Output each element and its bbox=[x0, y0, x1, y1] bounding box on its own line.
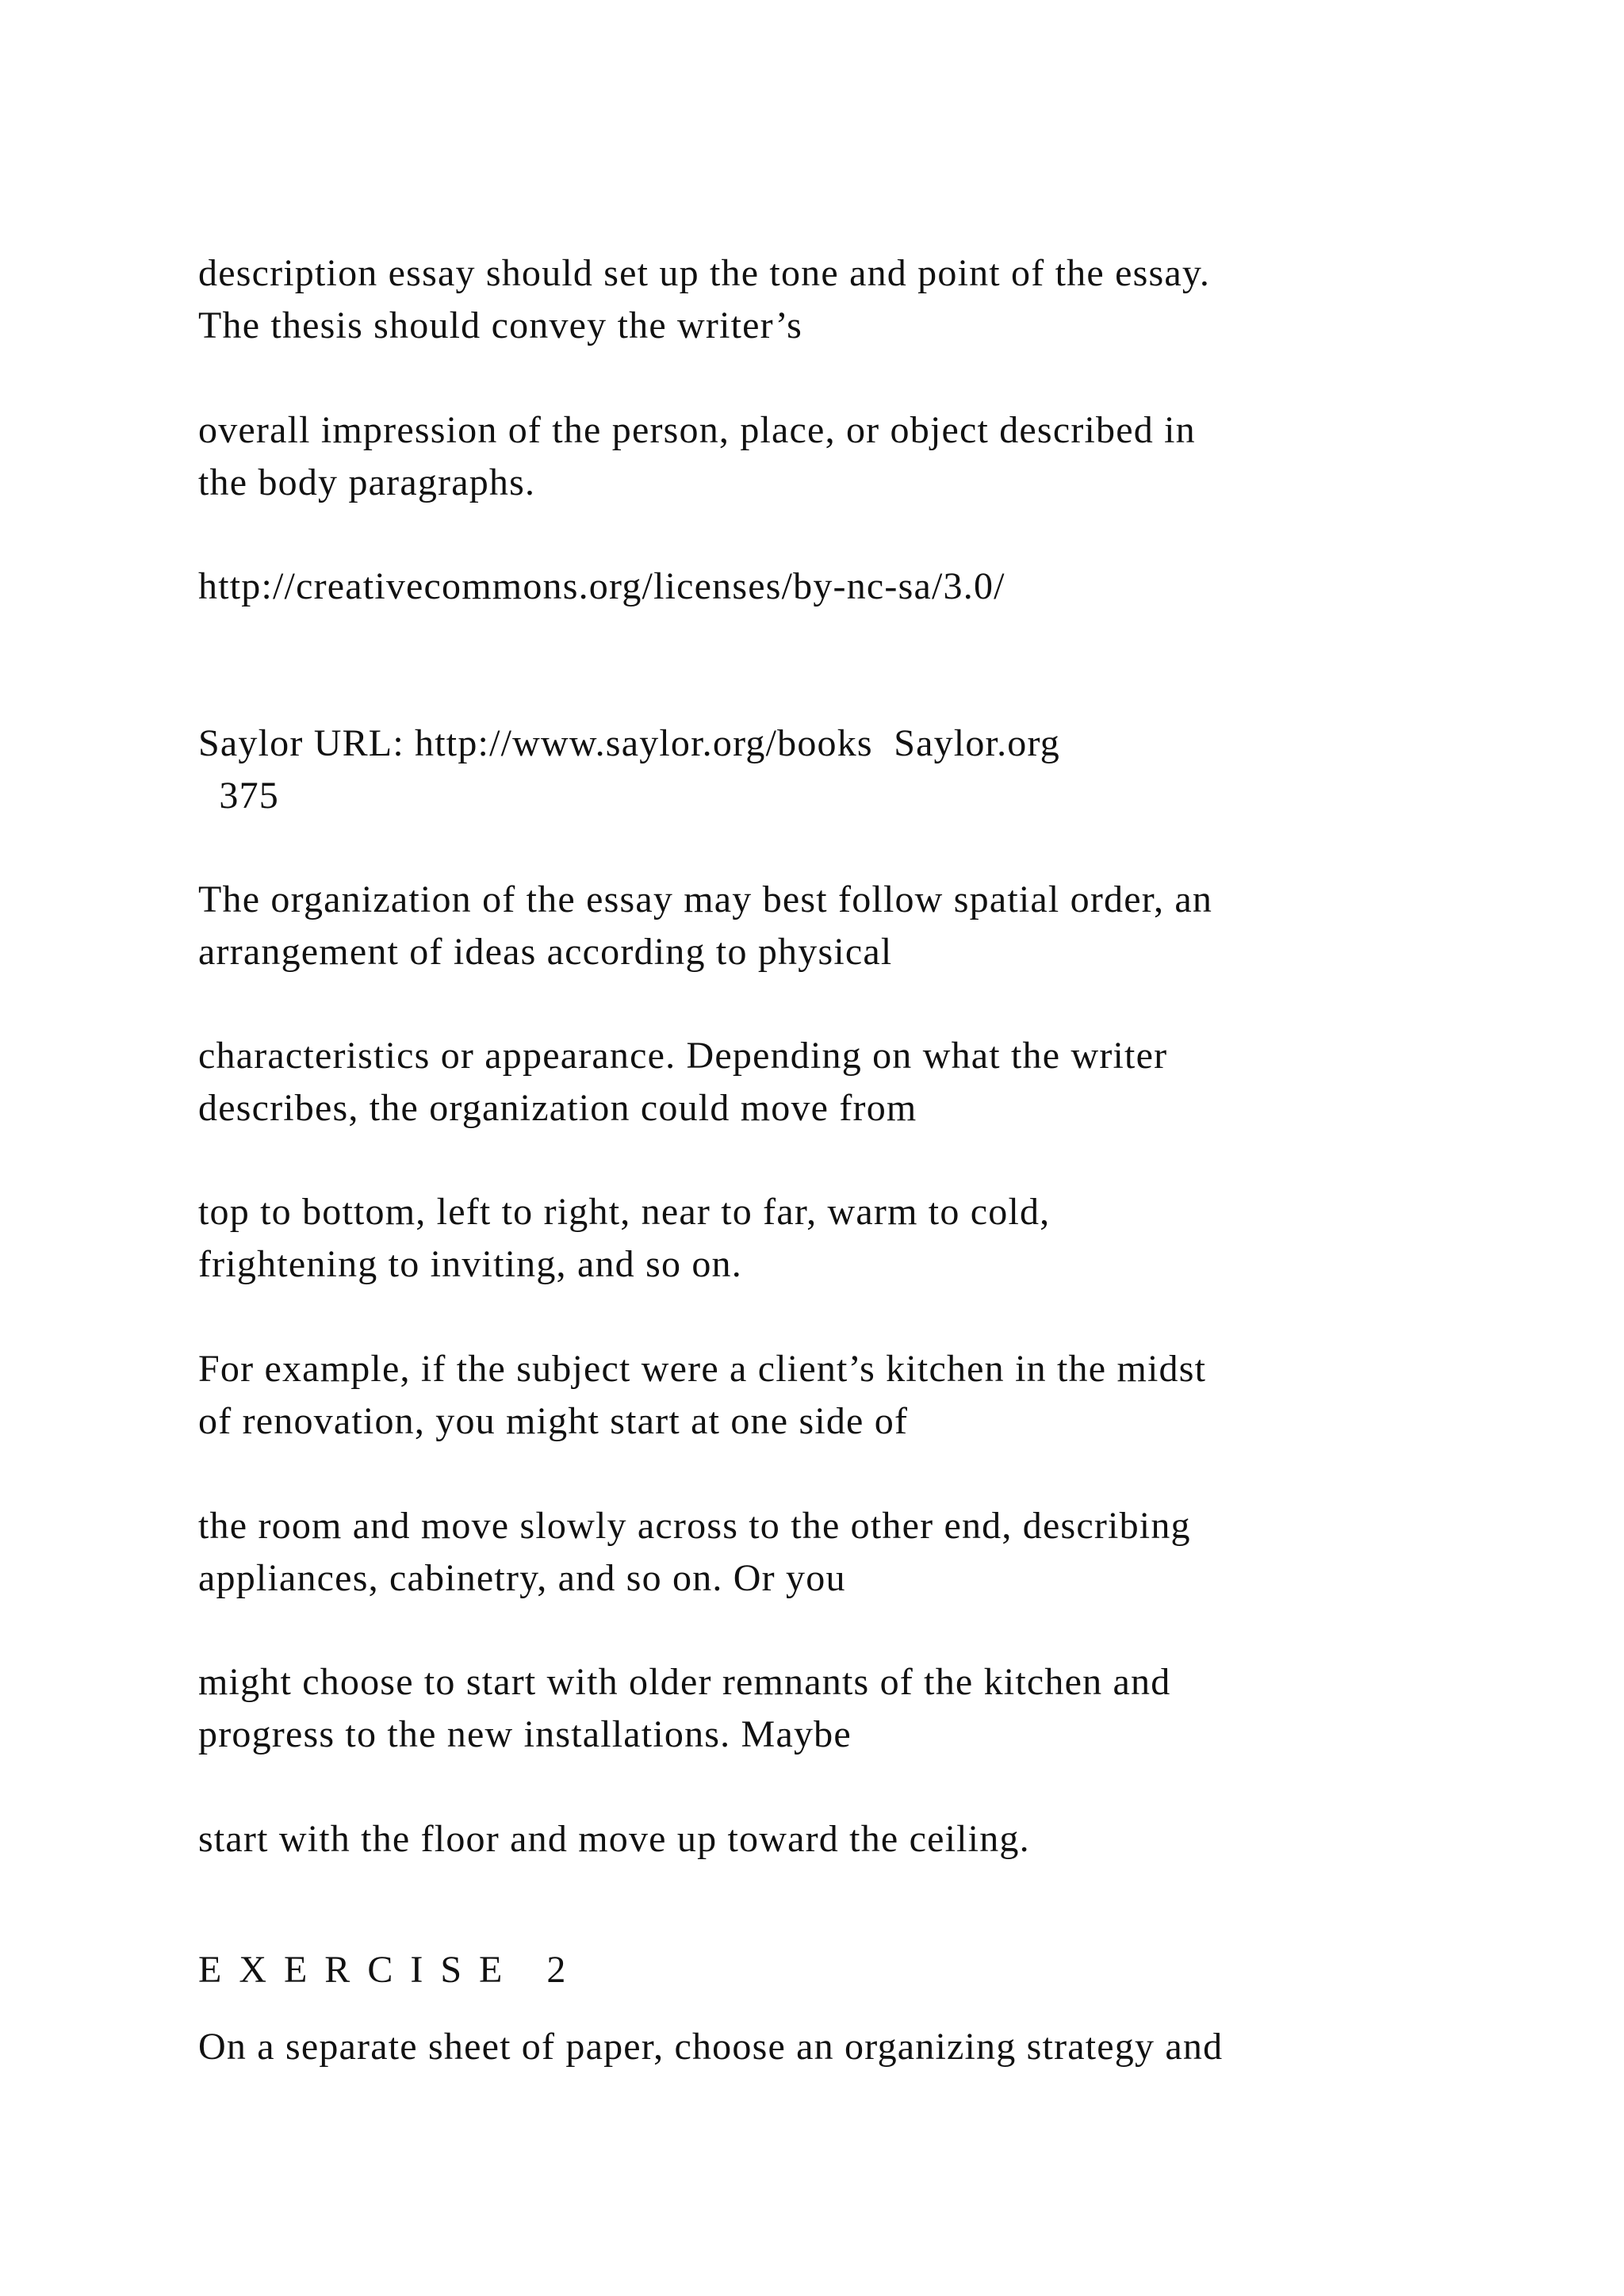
text-line: characteristics or appearance. Depending on what the writer bbox=[198, 1035, 1168, 1077]
paragraph-thesis-tone bbox=[198, 247, 1210, 352]
text-line: the room and move slowly across to the other end, describing bbox=[198, 1505, 1191, 1547]
text-line: describes, the organization could move from bbox=[198, 1087, 917, 1129]
text-line: overall impression of the person, place, or object described in bbox=[198, 409, 1196, 451]
text-line: arrangement of ideas according to physical bbox=[198, 931, 893, 973]
page-footer bbox=[198, 718, 1060, 822]
paragraph-exercise-instructions bbox=[198, 2021, 1223, 2073]
text-line: the body paragraphs. bbox=[198, 461, 536, 503]
text-line: EXERCISE 2 bbox=[198, 1949, 584, 1991]
text-line: http://creativecommons.org/licenses/by-nc-sa/3.0/ bbox=[198, 565, 1005, 607]
text-line: description essay should set up the tone and point of the essay. bbox=[198, 252, 1211, 294]
text-line: start with the floor and move up toward the ceiling. bbox=[198, 1818, 1030, 1860]
text-line: frightening to inviting, and so on. bbox=[198, 1243, 742, 1285]
paragraph-room-across bbox=[198, 1500, 1191, 1605]
text-line: For example, if the subject were a client’s kitchen in the midst bbox=[198, 1348, 1207, 1390]
paragraph-older-remnants bbox=[198, 1656, 1170, 1761]
text-line: appliances, cabinetry, and so on. Or you bbox=[198, 1557, 846, 1599]
paragraph-characteristics bbox=[198, 1030, 1167, 1135]
exercise-heading bbox=[198, 1944, 583, 1996]
text-line: top to bottom, left to right, near to far, warm to cold, bbox=[198, 1191, 1051, 1233]
text-line: The organization of the essay may best follow spatial order, an bbox=[198, 878, 1213, 920]
page-number: 375 bbox=[198, 775, 279, 817]
paragraph-directions bbox=[198, 1186, 1050, 1291]
paragraph-floor-ceiling bbox=[198, 1813, 1030, 1866]
text-line: The thesis should convey the writer’s bbox=[198, 304, 803, 346]
text-line: progress to the new installations. Maybe bbox=[198, 1713, 852, 1755]
text-line: On a separate sheet of paper, choose an organizing strategy and bbox=[198, 2026, 1224, 2068]
text-line: might choose to start with older remnants of the kitchen and bbox=[198, 1661, 1171, 1703]
paragraph-kitchen-example bbox=[198, 1343, 1206, 1448]
paragraph-spatial-order bbox=[198, 874, 1212, 978]
license-url bbox=[198, 561, 1005, 613]
text-line: Saylor URL: http://www.saylor.org/books Saylor.org bbox=[198, 722, 1060, 764]
paragraph-overall-impression bbox=[198, 404, 1196, 509]
text-line: of renovation, you might start at one side of bbox=[198, 1400, 909, 1442]
